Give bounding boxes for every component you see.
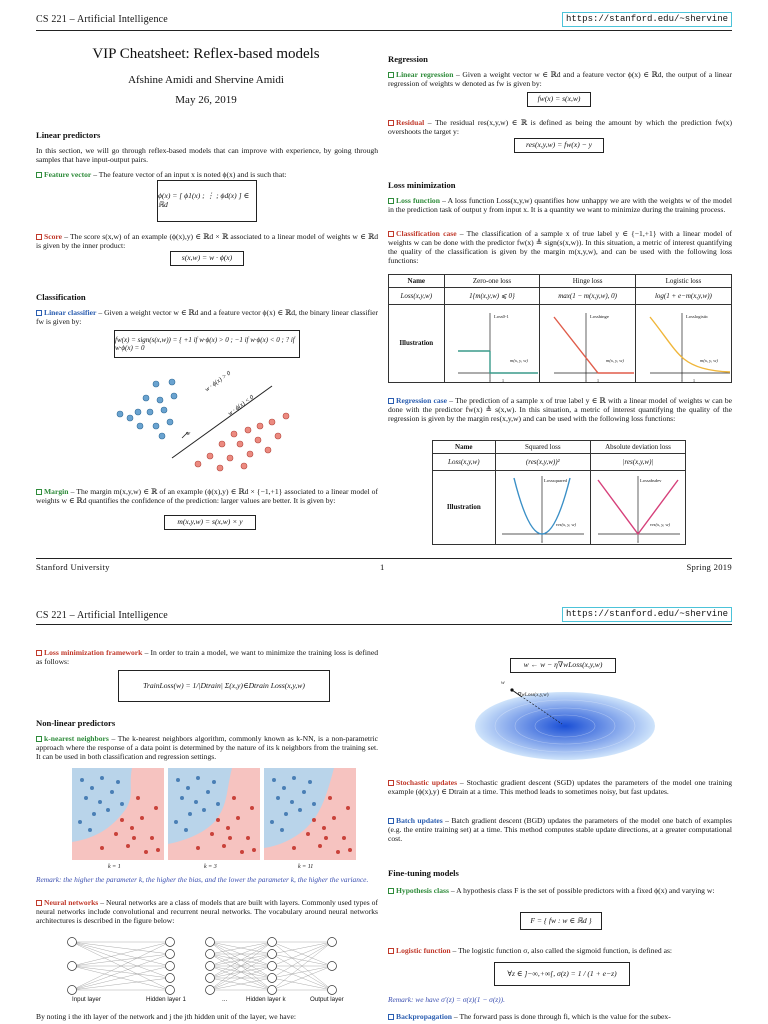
logistic-function-formula: ∀z ∈ ]−∞,+∞[, σ(z) = 1 / (1 + e−z) <box>494 962 630 986</box>
logistic-xlabel: m(x, y, w) <box>700 358 718 363</box>
linear-classifier-para: Linear classifier – Given a weight vector w ∈ ℝd and a feature vector ϕ(x) ∈ ℝd, the binary linear classifier fw is given by: <box>36 308 379 327</box>
page2-header-rule <box>36 624 732 625</box>
knn-red-point <box>336 850 340 854</box>
knn-blue-point <box>180 796 184 800</box>
knn-blue-point <box>90 786 94 790</box>
score-formula: s(x,w) = w · ϕ(x) <box>170 251 244 266</box>
regression-case-para: Regression case – The prediction of a sample x of true label y ∈ ℝ with a linear model of weights w can be done with the predictor fw(x) ≜ s(x,w). In this situation, a metric of interest quantifying the quality of the regression is given by the margin res(x,y,w) and can be used with the following loss functions: <box>388 396 732 424</box>
knn-para: k-nearest neighbors – The k-nearest neighbors algorithm, commonly known as k-NN, is a non-parametric approach where the response of a data point is determined by the nature of its k neighbors from the training set. It can be used in both classification and regression settings. <box>36 734 379 762</box>
knn-red-point <box>228 836 232 840</box>
page1-footer-right: Spring 2019 <box>686 562 732 572</box>
knn-red-point <box>114 832 118 836</box>
squared-plot <box>496 474 588 544</box>
knn-red-point <box>120 818 124 822</box>
knn-red-point <box>252 848 256 852</box>
nn-node <box>268 950 277 959</box>
knn-blue-point <box>196 776 200 780</box>
knn-blue-point <box>184 828 188 832</box>
hypothesis-term: Hypothesis class <box>388 886 449 895</box>
page1-header-url[interactable]: https://stanford.edu/~shervine <box>562 12 732 27</box>
feature-vector-para: Feature vector – The feature vector of an input x is noted ϕ(x) and is such that: <box>36 170 378 179</box>
hinge-plot <box>548 311 638 383</box>
knn-red-point <box>232 796 236 800</box>
page1-footer-rule <box>36 558 732 559</box>
knn-blue-point <box>176 778 180 782</box>
linear-classifier-term: Linear classifier <box>36 308 96 317</box>
feature-vector-term: Feature vector <box>36 170 91 179</box>
knn-blue-point <box>270 820 274 824</box>
svg-text:0: 0 <box>541 539 543 544</box>
doc-authors: Afshine Amidi and Shervine Amidi <box>128 74 284 86</box>
cls-col-hinge: Hinge loss <box>540 275 635 288</box>
knn-blue-point <box>216 802 220 806</box>
logistic-function-para: Logistic function – The logistic function σ, also called the sigmoid function, is defined as: <box>388 946 732 955</box>
classifier-label-neg: w · ϕ(x) < 0 <box>226 393 256 418</box>
absdev-plot <box>592 474 684 544</box>
nn-edge <box>72 954 170 966</box>
knn-red-point <box>130 826 134 830</box>
knn-blue-point <box>312 802 316 806</box>
gd-label-grad: ∇wLoss(x,y,w) <box>518 693 549 698</box>
bgd-term: Batch updates <box>388 816 443 825</box>
nn-edge <box>72 954 170 990</box>
knn-term: k-nearest neighbors <box>36 734 109 743</box>
gradient-descent-figure <box>470 680 660 760</box>
reg-col-absdev: Absolute deviation loss <box>590 441 685 454</box>
logistic-function-term: Logistic function <box>388 946 451 955</box>
section-linear-predictors: Linear predictors <box>36 130 101 140</box>
nn-notation-line: By noting i the ith layer of the network and j the jth hidden unit of the layer, we have: <box>36 1012 296 1021</box>
knn-blue-point <box>98 800 102 804</box>
knn-blue-point <box>292 776 296 780</box>
nn-node <box>166 974 175 983</box>
knn-red-point <box>140 816 144 820</box>
knn-blue-point <box>100 776 104 780</box>
classifier-label-w: w <box>186 430 191 437</box>
knn-red-point <box>210 832 214 836</box>
knn-blue-point <box>78 820 82 824</box>
knn-blue-point <box>206 790 210 794</box>
reg-table-loss-row: Loss(x,y,w) <box>433 454 496 471</box>
gd-label-w: w <box>501 680 505 686</box>
nn-node <box>206 986 215 995</box>
classifier-label-pos: w · ϕ(x) > 0 <box>203 369 233 394</box>
knn-red-point <box>246 836 250 840</box>
knn-red-point <box>126 844 130 848</box>
nn-node <box>68 938 77 947</box>
loss-framework-para: Loss minimization framework – In order to train a model, we want to minimize the training loss is defined as follows: <box>36 648 378 667</box>
sgd-para: Stochastic updates – Stochastic gradient descent (SGD) updates the parameters of the model one training example (ϕ(x),y) ∈ Dtrain at a time. This method leads to sometimes noisy, but fast updates. <box>388 778 732 797</box>
svg-text:1: 1 <box>502 378 504 383</box>
knn-red-point <box>328 796 332 800</box>
nn-node <box>328 986 337 995</box>
knn-blue-point <box>290 800 294 804</box>
hinge-formula: max(1 − m(x,y,w), 0) <box>540 288 635 305</box>
svg-text:0: 0 <box>585 378 587 383</box>
knn-red-point <box>144 850 148 854</box>
nn-node <box>166 962 175 971</box>
page2-header-course: CS 221 – Artificial Intelligence <box>36 610 168 621</box>
neural-networks-para: Neural networks – Neural networks are a class of models that are built with layers. Commonly used types of neural networks include convolutional and recurrent neural networks. The vocabulary around neural networks architectures is described in the figure below: <box>36 898 378 926</box>
hinge-xlabel: m(x, y, w) <box>606 358 624 363</box>
feature-vector-formula: ϕ(x) = [ ϕ1(x) ; ⋮ ; ϕd(x) ] ∈ ℝd <box>157 180 257 222</box>
knn-red-point <box>240 850 244 854</box>
nn-label-hidden1: Hidden layer 1 <box>146 996 186 1003</box>
knn-label-11: k = 11 <box>298 864 314 870</box>
cls-col-logistic: Logistic loss <box>635 275 731 288</box>
nn-label-hiddenk: Hidden layer k <box>246 996 286 1003</box>
score-term: Score <box>36 232 62 241</box>
nn-edge <box>272 942 332 978</box>
absdev-ylabel: Lossabsdev <box>640 478 662 483</box>
knn-red-point <box>292 846 296 850</box>
margin-term: Margin <box>36 487 68 496</box>
zero-one-ylabel: Loss0-1 <box>494 314 509 319</box>
knn-blue-point <box>174 820 178 824</box>
residual-para: Residual – The residual res(x,y,w) ∈ ℝ is defined as being the amount by which the prediction fw(x) overshoots the target y: <box>388 118 732 137</box>
residual-formula: res(x,y,w) = fw(x) − y <box>514 138 604 153</box>
logistic-plot <box>644 311 734 383</box>
knn-blue-point <box>284 812 288 816</box>
hypothesis-para: Hypothesis class – A hypothesis class F is the set of possible predictors with a fixed ϕ(x) and varying w: <box>388 886 732 895</box>
nn-label-dots: ... <box>222 996 228 1003</box>
linear-classifier-formula: fw(x) = sign(s(x,w)) = { +1 if w·ϕ(x) > 0 ; −1 if w·ϕ(x) < 0 ; ? if w·ϕ(x) = 0 <box>114 330 300 358</box>
nn-node <box>68 986 77 995</box>
section-fine-tuning: Fine-tuning models <box>388 868 459 878</box>
knn-blue-point <box>92 812 96 816</box>
reg-table-name-header: Name <box>433 441 496 454</box>
page2-header-url[interactable]: https://stanford.edu/~shervine <box>562 607 732 622</box>
page1-header-rule <box>36 30 732 31</box>
knn-blue-point <box>298 808 302 812</box>
reg-col-squared: Squared loss <box>495 441 590 454</box>
nn-node <box>268 938 277 947</box>
knn-blue-point <box>188 812 192 816</box>
nn-label-output: Output layer <box>310 996 344 1003</box>
knn-blue-point <box>282 786 286 790</box>
knn-label-3: k = 3 <box>204 864 217 870</box>
knn-red-point <box>132 836 136 840</box>
knn-red-point <box>150 836 154 840</box>
loss-function-term: Loss function <box>388 196 440 205</box>
loss-framework-term: Loss minimization framework <box>36 648 142 657</box>
knn-red-point <box>250 806 254 810</box>
knn-red-point <box>100 846 104 850</box>
nn-node <box>328 938 337 947</box>
nn-edge <box>272 966 332 978</box>
linear-regression-para: Linear regression – Given a weight vector w ∈ ℝd and a feature vector ϕ(x) ∈ ℝd, the output of a linear regression of weights w denoted as fw is given by: <box>388 70 732 89</box>
knn-red-point <box>196 846 200 850</box>
loss-framework-formula: TrainLoss(w) = 1/|Dtrain| Σ(x,y)∈Dtrain Loss(x,y,w) <box>118 670 330 702</box>
page1-footer-page: 1 <box>380 562 385 572</box>
margin-formula: m(x,y,w) = s(x,w) × y <box>164 515 256 530</box>
score-para: Score – The score s(x,w) of an example (ϕ(x),y) ∈ ℝd × ℝ associated to a linear model of weights w ∈ ℝd is given by the inner product: <box>36 232 378 251</box>
knn-blue-point <box>272 778 276 782</box>
doc-title: VIP Cheatsheet: Reflex-based models <box>92 46 320 62</box>
nn-node <box>206 962 215 971</box>
section-loss-minimization: Loss minimization <box>388 180 456 190</box>
classification-case-term: Classification case <box>388 229 457 238</box>
nn-node <box>328 962 337 971</box>
nn-node <box>268 962 277 971</box>
zero-one-xlabel: m(x, y, w) <box>510 358 528 363</box>
svg-text:0: 0 <box>681 378 683 383</box>
knn-red-point <box>318 844 322 848</box>
cls-table-name-header: Name <box>389 275 445 288</box>
knn-red-point <box>324 836 328 840</box>
knn-figure <box>72 768 356 860</box>
absdev-formula: |res(x,y,w)| <box>590 454 685 471</box>
cls-col-zero-one: Zero-one loss <box>444 275 540 288</box>
linear-regression-formula: fw(x) = s(x,w) <box>527 92 591 107</box>
logistic-ylabel: Losslogistic <box>686 314 709 319</box>
classification-case-para: Classification case – The classification of a sample x of true label y ∈ {−1,+1} with a linear model of weights w can be done with the predictor fw(x) ≜ sign(s(x,w)). In this situation, a metric of interest quantifying the quality of the classification is given by the margin m(x,y,w), and can be used with the following loss functions: <box>388 229 732 266</box>
knn-red-point <box>348 848 352 852</box>
nn-edge <box>272 978 332 990</box>
knn-blue-point <box>302 790 306 794</box>
section-classification: Classification <box>36 292 86 302</box>
knn-blue-point <box>194 800 198 804</box>
knn-blue-point <box>186 786 190 790</box>
blue-points <box>117 379 177 439</box>
cls-table-illus-row: Illustration <box>389 305 445 383</box>
knn-blue-point <box>212 780 216 784</box>
page1-header-course: CS 221 – Artificial Intelligence <box>36 14 168 25</box>
nn-node <box>206 950 215 959</box>
section-non-linear-predictors: Non-linear predictors <box>36 718 116 728</box>
linear-regression-term: Linear regression <box>388 70 453 79</box>
zero-one-plot <box>452 311 542 383</box>
squared-ylabel: Losssquared <box>544 478 567 483</box>
gd-update-formula: w ← w − η∇wLoss(x,y,w) <box>510 658 616 673</box>
knn-blue-point <box>88 828 92 832</box>
bgd-para: Batch updates – Batch gradient descent (BGD) updates the parameters of the model one batch of examples (e.g. the entire training set) at a time. This method computes stable update directions, at a greater computational cost. <box>388 816 732 844</box>
red-points <box>195 413 289 471</box>
nn-label-input: Input layer <box>72 996 101 1003</box>
knn-red-point <box>156 848 160 852</box>
knn-red-point <box>216 818 220 822</box>
knn-blue-point <box>116 780 120 784</box>
squared-formula: (res(x,y,w))² <box>495 454 590 471</box>
logistic-formula: log(1 + e−m(x,y,w)) <box>635 288 731 305</box>
knn-blue-point <box>80 778 84 782</box>
svg-text:0: 0 <box>637 539 639 544</box>
knn-blue-point <box>106 808 110 812</box>
neural-networks-term: Neural networks <box>36 898 98 907</box>
knn-remark: Remark: the higher the parameter k, the higher the bias, and the lower the parameter k, the higher the variance. <box>36 875 369 884</box>
nn-node <box>206 974 215 983</box>
sgd-term: Stochastic updates <box>388 778 457 787</box>
knn-red-point <box>226 826 230 830</box>
hinge-ylabel: Losshinge <box>590 314 609 319</box>
loss-function-para: Loss function – A loss function Loss(x,y,w) quantifies how unhappy we are with the weights w of the model in the prediction task of output y from input x. It is a quantity we want to minimize during the training process. <box>388 196 732 215</box>
svg-text:1: 1 <box>693 378 695 383</box>
nn-node <box>268 986 277 995</box>
nn-node <box>268 974 277 983</box>
knn-red-point <box>136 796 140 800</box>
cls-table-loss-row: Loss(x,y,w) <box>389 288 445 305</box>
knn-blue-point <box>280 828 284 832</box>
linear-predictors-intro: In this section, we will go through reflex-based models that can improve with experience, by going through samples that have input-output pairs. <box>36 146 378 165</box>
squared-xlabel: res(x, y, w) <box>556 522 576 527</box>
nn-edge <box>72 978 170 990</box>
nn-edge <box>72 942 170 954</box>
nn-node <box>166 950 175 959</box>
doc-date: May 26, 2019 <box>175 94 237 106</box>
section-regression: Regression <box>388 54 428 64</box>
backprop-term: Backpropagation <box>388 1012 452 1021</box>
knn-red-point <box>154 806 158 810</box>
knn-blue-point <box>120 802 124 806</box>
knn-red-point <box>236 816 240 820</box>
knn-red-point <box>222 844 226 848</box>
neural-network-figure <box>50 938 350 994</box>
nn-node <box>166 986 175 995</box>
nn-edge <box>272 942 332 954</box>
residual-term: Residual <box>388 118 424 127</box>
knn-red-point <box>312 818 316 822</box>
margin-para: Margin – The margin m(x,y,w) ∈ ℝ of an example (ϕ(x),y) ∈ ℝd × {−1,+1} associated to a linear model of weights w ∈ ℝd quantifies the confidence of the prediction: larger values are better. It is given by: <box>36 487 378 506</box>
knn-blue-point <box>308 780 312 784</box>
svg-text:1: 1 <box>597 378 599 383</box>
regression-case-term: Regression case <box>388 396 447 405</box>
knn-red-point <box>322 826 326 830</box>
logistic-remark: Remark: we have σ′(z) = σ(z)(1 − σ(z)). <box>388 995 505 1004</box>
nn-node <box>68 962 77 971</box>
page1-footer-left: Stanford University <box>36 562 110 572</box>
knn-blue-point <box>84 796 88 800</box>
zero-one-formula: 1{m(x,y,w) ⩽ 0} <box>444 288 540 305</box>
reg-table-illus-row: Illustration <box>433 471 496 545</box>
knn-blue-point <box>202 808 206 812</box>
nn-node <box>206 938 215 947</box>
hypothesis-formula: F = { fw : w ∈ ℝd } <box>520 912 602 930</box>
knn-red-point <box>342 836 346 840</box>
knn-blue-point <box>110 790 114 794</box>
nn-node <box>166 938 175 947</box>
backprop-para: Backpropagation – The forward pass is done through fi, which is the value for the subex- <box>388 1012 732 1021</box>
knn-blue-point <box>276 796 280 800</box>
knn-red-point <box>306 832 310 836</box>
knn-red-point <box>346 806 350 810</box>
svg-text:0: 0 <box>489 378 491 383</box>
knn-label-1: k = 1 <box>108 864 121 870</box>
knn-red-point <box>332 816 336 820</box>
absdev-xlabel: res(x, y, w) <box>650 522 670 527</box>
